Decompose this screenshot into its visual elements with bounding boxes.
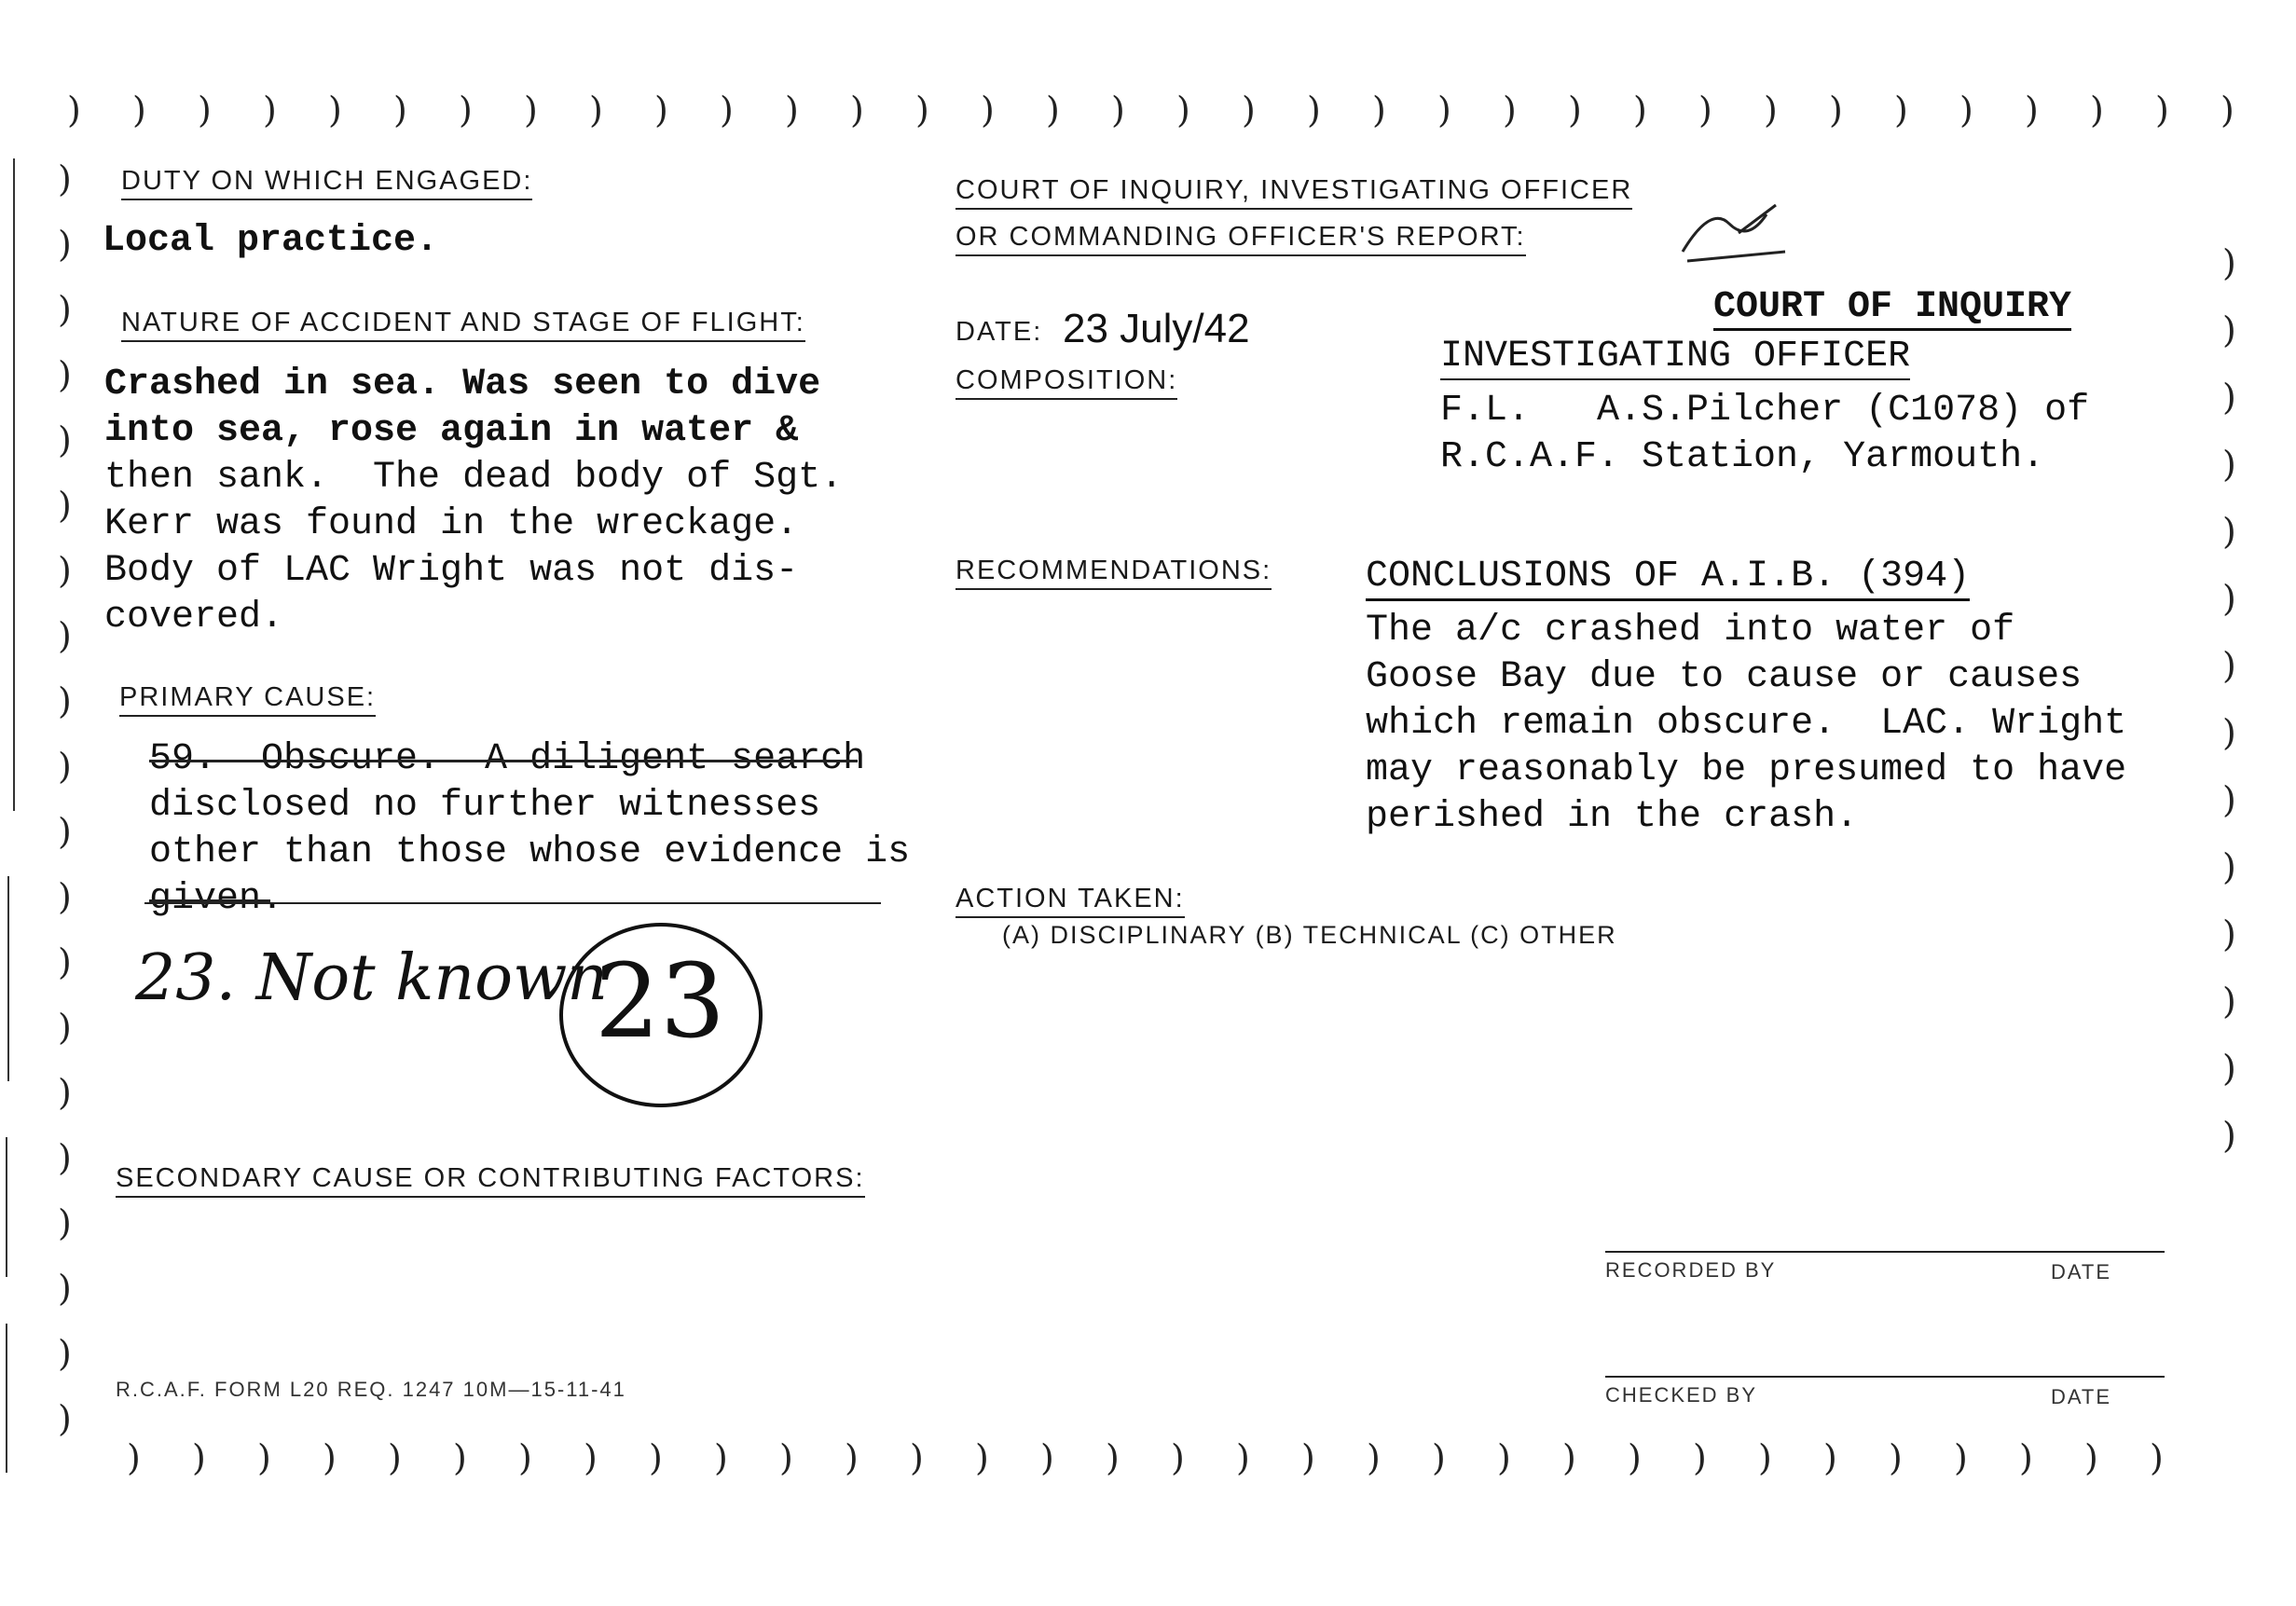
perforation-mark: ) [58, 811, 72, 852]
perforation-mark: ) [714, 1437, 728, 1478]
perforation-mark: ) [915, 89, 929, 130]
action-options: (A) DISCIPLINARY (B) TECHNICAL (C) OTHER [1002, 921, 1617, 949]
perforation-mark: ) [58, 1398, 72, 1439]
duty-label: DUTY ON WHICH ENGAGED: [121, 166, 532, 200]
perforation-mark: ) [518, 1437, 532, 1478]
form-footer: R.C.A.F. FORM L20 REQ. 1247 10M—15-11-41 [116, 1378, 626, 1401]
perforation-mark: ) [127, 1437, 141, 1478]
perforation-mark: ) [58, 550, 72, 591]
officer-line-1: R.C.A.F. Station, Yarmouth. [1440, 436, 2045, 478]
scan-edge-line [13, 158, 15, 811]
perforation-mark: ) [2222, 779, 2236, 820]
perforation-mark: ) [1171, 1437, 1185, 1478]
circled-number: 23 [595, 941, 725, 1061]
perforation-mark: ) [198, 89, 212, 130]
perforation-mark: ) [58, 485, 72, 526]
perforation-mark: ) [2222, 981, 2236, 1022]
perforation-mark: ) [459, 89, 473, 130]
recorded-by-label: RECORDED BY [1605, 1258, 1777, 1282]
primary-line-0: 59. Obscure. A diligent search [149, 738, 866, 780]
perforation-mark: ) [58, 941, 72, 982]
perforation-mark: ) [1633, 89, 1647, 130]
underline-rule [144, 902, 881, 904]
date-value: 23 July/42 [1063, 306, 1250, 351]
officer-details [1440, 388, 2089, 481]
perforation-mark: ) [58, 876, 72, 917]
perforation-mark: ) [1236, 1437, 1250, 1478]
perforation-mark: ) [328, 89, 342, 130]
date-label: DATE: [956, 317, 1043, 347]
perforation-bottom [0, 1417, 2296, 1491]
handwritten-note: 23. Not known [135, 941, 609, 1015]
nature-line-5: covered. [104, 597, 284, 638]
recorded-by-rule [1605, 1251, 2165, 1253]
perforation-mark: ) [388, 1437, 402, 1478]
recorded-date-label: DATE [2051, 1260, 2112, 1283]
perforation-mark: ) [589, 89, 603, 130]
perforation-mark: ) [1437, 89, 1451, 130]
perforation-mark: ) [2155, 89, 2169, 130]
perforation-mark: ) [1829, 89, 1843, 130]
perforation-right [2200, 140, 2296, 1445]
perforation-mark: ) [1367, 1437, 1381, 1478]
perforation-mark: ) [1242, 89, 1256, 130]
perforation-mark: ) [1568, 89, 1582, 130]
strike-through [149, 760, 858, 762]
initials-scribble [1673, 186, 1804, 270]
scan-edge-line [6, 1137, 7, 1277]
perforation-mark: ) [67, 89, 81, 130]
perforation-mark: ) [58, 680, 72, 721]
nature-text [104, 362, 843, 641]
perforation-mark: ) [1628, 1437, 1642, 1478]
perforation-mark: ) [2150, 1437, 2164, 1478]
perforation-mark: ) [58, 1268, 72, 1309]
perforation-mark: ) [1894, 89, 1908, 130]
perforation-mark: ) [2222, 1115, 2236, 1156]
perforation-mark: ) [524, 89, 538, 130]
perforation-mark: ) [58, 615, 72, 656]
perforation-mark: ) [192, 1437, 206, 1478]
primary-line-1: disclosed no further witnesses [149, 785, 821, 827]
perforation-mark: ) [584, 1437, 598, 1478]
perforation-mark: ) [785, 89, 799, 130]
perforation-mark: ) [1497, 1437, 1511, 1478]
perforation-mark: ) [2222, 242, 2236, 283]
perforation-mark: ) [393, 89, 407, 130]
perforation-mark: ) [2025, 89, 2039, 130]
primary-cause-text [149, 736, 910, 923]
perforation-mark: ) [1040, 1437, 1054, 1478]
perforation-mark: ) [58, 1072, 72, 1113]
perforation-mark: ) [1954, 1437, 1968, 1478]
perforation-mark: ) [453, 1437, 467, 1478]
perforation-mark: ) [2222, 444, 2236, 485]
nature-line-1: into sea, rose again in water & [104, 410, 799, 452]
perforation-mark: ) [132, 89, 146, 130]
perforation-mark: ) [58, 419, 72, 460]
perforation-mark: ) [58, 354, 72, 395]
perforation-mark: ) [1889, 1437, 1903, 1478]
perforation-mark: ) [1301, 1437, 1315, 1478]
perforation-mark: ) [1432, 1437, 1446, 1478]
action-taken-label: ACTION TAKEN: [956, 884, 1185, 918]
conclusions-line-3: may reasonably be presumed to have [1366, 749, 2127, 791]
perforation-mark: ) [1176, 89, 1190, 130]
duty-value: Local practice. [103, 220, 439, 262]
conclusions-text [1366, 608, 2126, 841]
primary-line-2: other than those whose evidence is [149, 831, 911, 873]
perforation-mark: ) [2222, 309, 2236, 350]
nature-label: NATURE OF ACCIDENT AND STAGE OF FLIGHT: [121, 308, 805, 342]
officer-line-0: F.L. A.S.Pilcher (C1078) of [1440, 390, 2090, 432]
perforation-mark: ) [1046, 89, 1060, 130]
perforation-mark: ) [981, 89, 995, 130]
perforation-mark: ) [2090, 89, 2104, 130]
perforation-mark: ) [1562, 1437, 1576, 1478]
perforation-mark: ) [2222, 846, 2236, 887]
conclusions-line-0: The a/c crashed into water of [1366, 610, 2015, 652]
perforation-mark: ) [58, 224, 72, 265]
checked-by-rule [1605, 1376, 2165, 1378]
checked-date-label: DATE [2051, 1385, 2112, 1408]
perforation-mark: ) [263, 89, 277, 130]
perforation-mark: ) [975, 1437, 989, 1478]
perforation-mark: ) [845, 1437, 859, 1478]
perforation-mark: ) [2084, 1437, 2098, 1478]
perforation-mark: ) [1959, 89, 1973, 130]
perforation-mark: ) [58, 158, 72, 199]
checked-by-label: CHECKED BY [1605, 1383, 1758, 1407]
nature-line [104, 362, 843, 408]
nature-line-2: then sank. The dead body of Sgt. [104, 457, 844, 499]
perforation-mark: ) [2222, 645, 2236, 686]
perforation-mark: ) [1372, 89, 1386, 130]
perforation-mark: ) [58, 1202, 72, 1243]
perforation-mark: ) [58, 289, 72, 330]
recommendations-label: RECOMMENDATIONS: [956, 556, 1272, 590]
primary-line-3: given. [149, 878, 284, 920]
secondary-cause-label: SECONDARY CAUSE OR CONTRIBUTING FACTORS: [116, 1163, 865, 1198]
perforation-mark: ) [2222, 913, 2236, 954]
scan-edge-line [6, 1324, 7, 1473]
perforation-mark: ) [1111, 89, 1125, 130]
primary-cause-label: PRIMARY CAUSE: [119, 682, 376, 717]
perforation-mark: ) [1698, 89, 1712, 130]
perforation-mark: ) [2019, 1437, 2033, 1478]
perforation-mark: ) [1693, 1437, 1707, 1478]
perforation-top [0, 0, 2296, 140]
perforation-mark: ) [2222, 377, 2236, 418]
conclusions-line-1: Goose Bay due to cause or causes [1366, 656, 2083, 698]
perforation-mark: ) [720, 89, 734, 130]
perforation-mark: ) [58, 746, 72, 787]
perforation-mark: ) [1764, 89, 1778, 130]
court-heading: COURT OF INQUIRY [1713, 287, 2071, 331]
nature-line-4: Body of LAC Wright was not dis- [104, 550, 799, 592]
perforation-mark: ) [1503, 89, 1517, 130]
report-label-line-1: COURT OF INQUIRY, INVESTIGATING OFFICER [956, 175, 1632, 210]
perforation-mark: ) [850, 89, 864, 130]
perforation-mark: ) [2222, 511, 2236, 552]
perforation-mark: ) [1106, 1437, 1120, 1478]
perforation-mark: ) [1758, 1437, 1772, 1478]
scan-edge-line [7, 876, 9, 1081]
nature-line-3: Kerr was found in the wreckage. [104, 503, 799, 545]
conclusions-heading: CONCLUSIONS OF A.I.B. (394) [1366, 556, 1970, 601]
perforation-mark: ) [654, 89, 668, 130]
perforation-mark: ) [779, 1437, 793, 1478]
perforation-mark: ) [2222, 1048, 2236, 1089]
perforation-mark: ) [257, 1437, 271, 1478]
perforation-mark: ) [1307, 89, 1321, 130]
report-label-line-2: OR COMMANDING OFFICER'S REPORT: [956, 222, 1526, 256]
nature-line-0: Crashed in sea. Was seen to dive [104, 364, 821, 405]
perforation-mark: ) [2222, 712, 2236, 753]
perforation-mark: ) [1823, 1437, 1837, 1478]
perforation-mark: ) [649, 1437, 663, 1478]
perforation-mark: ) [910, 1437, 924, 1478]
conclusions-line-2: which remain obscure. LAC. Wright [1366, 703, 2127, 745]
conclusions-line-4: perished in the crash. [1366, 796, 1859, 838]
perforation-mark: ) [58, 1137, 72, 1178]
perforation-left [0, 140, 103, 1445]
perforation-mark: ) [323, 1437, 337, 1478]
composition-label: COMPOSITION: [956, 365, 1177, 400]
perforation-mark: ) [58, 1007, 72, 1048]
perforation-mark: ) [58, 1333, 72, 1374]
perforation-mark: ) [2222, 578, 2236, 619]
perforation-mark: ) [2220, 89, 2234, 130]
officer-heading: INVESTIGATING OFFICER [1440, 336, 1910, 380]
